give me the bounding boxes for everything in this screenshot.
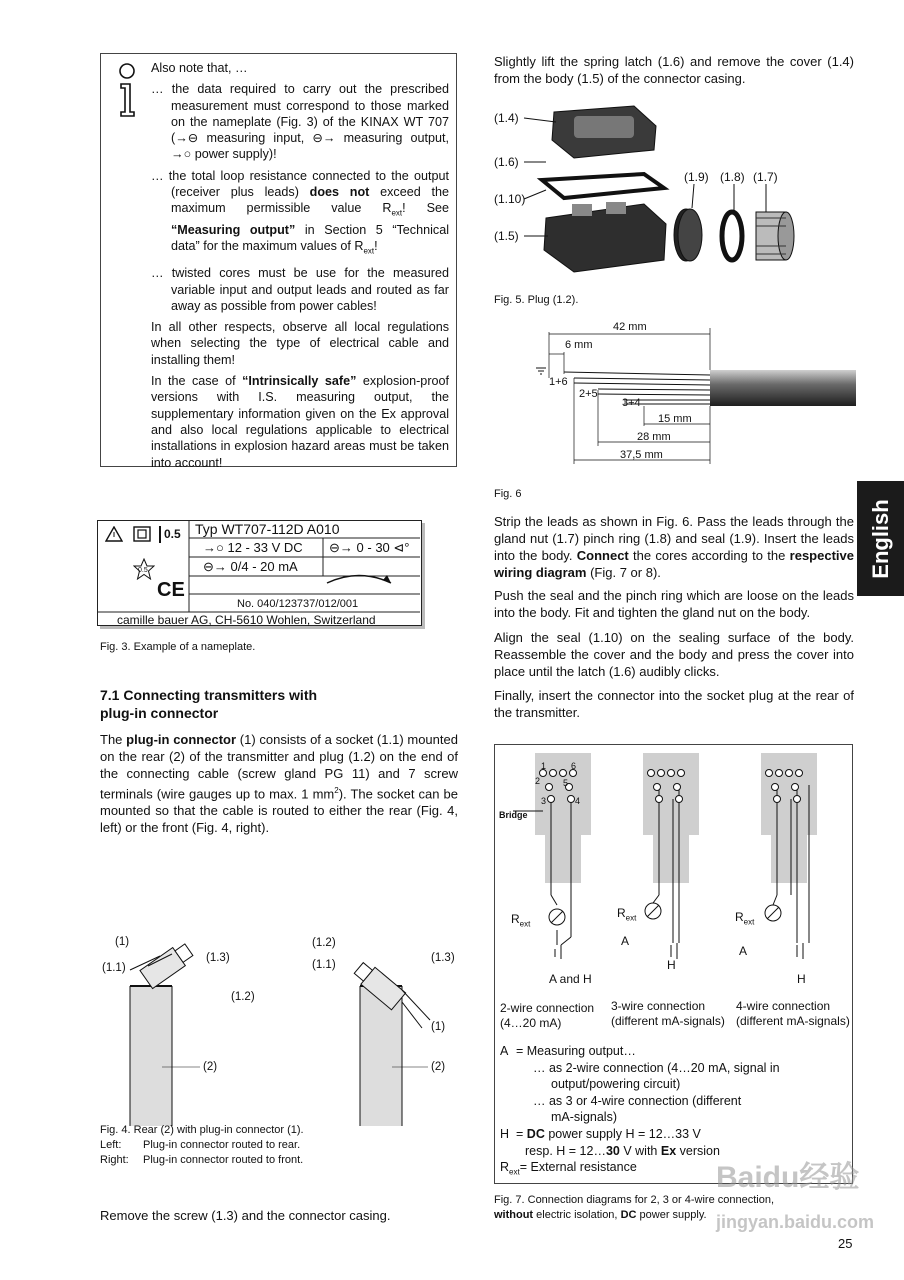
right-para-5: Finally, insert the connector into the socket plug at the rear of the transmitter. [494,688,854,720]
rext-label-3: $R_{ext}$ [735,910,755,927]
section-title-1: 7.1 Connecting transmitters with [100,687,318,703]
note-item-2: … the total loop resistance connected to the output (receiver plus leads) does not exceed the maximum permissible value $R_{ext}$! See “Measuring output” in Section 5 “Technical data” for the maximum values of $R_{ext}$! [151,168,450,256]
maker-label: camille bauer AG, CH-5610 Wohlen, Switzerland [117,613,376,627]
terminal-4: 4 [575,796,581,806]
fig7-caption-2: without electric isolation, DC power supply. [494,1209,707,1221]
fig4r-label-1-2: (1.2) [312,937,336,949]
output-arrow-icon: ⊖→ [312,131,336,146]
page-number: 25 [838,1236,853,1251]
cap-2wire: 2-wire connection (4…20 mA) [500,1001,595,1030]
dim-15mm: 15 mm [658,413,692,425]
language-tab: English [857,481,904,596]
legend-h2: resp. H = 12…30 V with Ex version [525,1144,720,1158]
fig5-label-1-10: (1.10) [494,192,526,206]
fig4-label-1-2: (1.2) [231,991,255,1003]
fig4-drawing [100,930,460,1130]
rext-label-1: $R_{ext}$ [511,912,531,929]
watermark-url: jingyan.baidu.com [716,1212,875,1232]
output-row: ⊖→ 0/4 - 20 mA [203,559,298,574]
fig4r-label-1: (1) [431,1021,446,1033]
fig3-caption: Fig. 3. Example of a nameplate. [100,641,256,653]
terminal-3: 3 [541,796,547,806]
type-label: Typ WT707-112D A010 [195,521,340,537]
fig5-caption: Fig. 5. Plug (1.2). [494,294,579,306]
fig5-label-1-7: (1.7) [753,170,778,184]
fig4-caption-3: Right: Plug-in connector routed to front. [100,1154,304,1166]
serial-number: No. 040/123737/012/001 [237,598,359,610]
fig5-label-1-9: (1.9) [684,170,709,184]
dim-42mm: 42 mm [613,321,647,333]
fig4-caption-2: Left: Plug-in connector routed to rear. [100,1139,301,1151]
dim-37-5mm: 37,5 mm [620,449,663,461]
wiring-diagrams [495,745,852,985]
dim-28mm: 28 mm [637,431,671,443]
legend-a1b: output/powering circuit) [551,1077,681,1091]
fig5-label-1-8: (1.8) [720,170,745,184]
fig7-box [494,744,853,1184]
note-para-2: In the case of “Intrinsically safe” explosion-proof versions with I.S. measuring output, the supplementary information given on the Ex approval and also local regulations applicable to electrical installations in explosion hazard areas must be taken into account! [151,374,450,470]
legend-a1: … as 2-wire connection (4…20 mA, signal in [533,1061,780,1075]
terminal-1: 1 [541,761,547,771]
fig5-drawing [494,100,854,280]
note-text [151,60,449,476]
wire-label-2-5: 2+5 [579,388,598,400]
wire-label-1-6: 1+6 [549,376,568,388]
ce-mark: CE [157,579,185,601]
fig4-caption-1: Fig. 4. Rear (2) with plug-in connector (1). [100,1124,304,1136]
right-para-1: Slightly lift the spring latch (1.6) and remove the cover (1.4) from the body (1.5) of the connector casing. [494,54,854,86]
legend-a: A = Measuring output… [500,1044,636,1058]
fig5-label-1-5: (1.5) [494,229,519,243]
right-para-3: Push the seal and the pinch ring which are loose on the leads into the body. Fit and tighten the gland nut on the body. [494,588,854,620]
power-arrow-icon: →○ [203,540,224,555]
terminal-2: 2 [535,776,541,786]
note-box [100,53,457,470]
angle-icon: ⊲° [393,540,410,555]
legend-h: H = DC power supply H = 12…33 V [500,1127,701,1141]
a-label-3: A [739,944,748,958]
legend-a2: … as 3 or 4-wire connection (different [533,1094,742,1108]
fig6-caption: Fig. 6 [494,488,522,500]
note-intro: Also note that, … [151,61,248,75]
terminal-5: 5 [563,778,569,788]
note-item-1: … the data required to carry out the prescribed measurement must correspond to those marked on the nameplate (Fig. 3) of the KINAX WT 707 (→⊖ measuring input, ⊖→ measuring output, →○ power supply)! [151,82,450,162]
section-paragraph: The plug-in connector (1) consists of a socket (1.1) mounted on the rear (2) of the transmitter and plug (1.2) on the end of the connecting cable (screw gland PG 11) and 7 screw terminals (wire gauges up to max. 1 $mm^2$). The socket can be mounted so that the cable is routed to either the rear (Fig. 4, left) or the front (Fig. 4, right). [100,732,458,836]
fig4r-label-1-1: (1.1) [312,959,336,971]
h-label-3: H [797,972,806,986]
double-insulation-icon [133,526,151,542]
h-label-2: H [667,958,676,972]
warning-icon [105,526,123,542]
class-label: 0.5 [159,526,181,543]
wire-label-3-4: 3+4 [622,397,641,409]
terminal-6: 6 [571,761,577,771]
fig7-caption-1: Fig. 7. Connection diagrams for 2, 3 or 4-wire connection, [494,1194,775,1206]
remove-screw-text: Remove the screw (1.3) and the connector casing. [100,1208,391,1223]
note-para-1: In all other respects, observe all local regulations when selecting the type of electrical cable and installing them! [151,320,449,367]
legend-r: $R_{ext}=$ External resistance [500,1160,637,1177]
supply-row: →○ 12 - 33 V DC [203,540,303,555]
fig5-label-1-6: (1.6) [494,155,519,169]
fig6-drawing [494,318,856,468]
cap-3wire: 3-wire connection (different mA-signals) [611,999,725,1028]
star-class: 0.5 [138,567,148,574]
info-icon [115,62,139,120]
bridge-label: Bridge [499,810,528,820]
fig4-label-1-3: (1.3) [206,952,230,964]
input-arrow-icon: ⊖→ [329,540,353,555]
input-arrow-icon: →⊖ [175,131,199,146]
right-para-4: Align the seal (1.10) on the sealing surface of the body. Reassemble the cover and the body and press the cover into place until the latch (1.6) audibly clicks. [494,630,854,679]
input-row: ⊖→ 0 - 30 ⊲° [329,540,410,555]
power-arrow-icon: →○ [171,147,192,162]
fig4-label-1-1: (1.1) [102,962,126,974]
fig4-label-2: (2) [203,1061,218,1073]
right-para-2: Strip the leads as shown in Fig. 6. Pass the leads through the gland nut (1.7) pinch ring (1.8) and seal (1.9). Insert the leads into the body. Connect the cores according to the respective wiring diagram (Fig. 7 or 8). [494,514,854,580]
fig4r-label-2: (2) [431,1061,446,1073]
rext-label-2: $R_{ext}$ [617,906,637,923]
section-title-2: plug-in connector [100,705,219,721]
fig5-label-1-4: (1.4) [494,111,519,125]
nameplate [97,520,422,626]
note-item-3: … twisted cores must be use for the measured variable input and output leads and routed as far away as possible from power cables! [151,266,449,313]
cap-4wire: 4-wire connection (different mA-signals) [736,999,850,1028]
fig4r-label-1-3: (1.3) [431,952,455,964]
a-label-2: A [621,934,630,948]
dim-6mm: 6 mm [565,339,593,351]
output-arrow-icon: ⊖→ [203,559,227,574]
fig4-label-1: (1) [115,936,130,948]
watermark-logo: Baidu经验 [716,1161,860,1194]
legend-a2b: mA-signals) [551,1110,617,1124]
a-and-h-label: A and H [549,972,592,986]
